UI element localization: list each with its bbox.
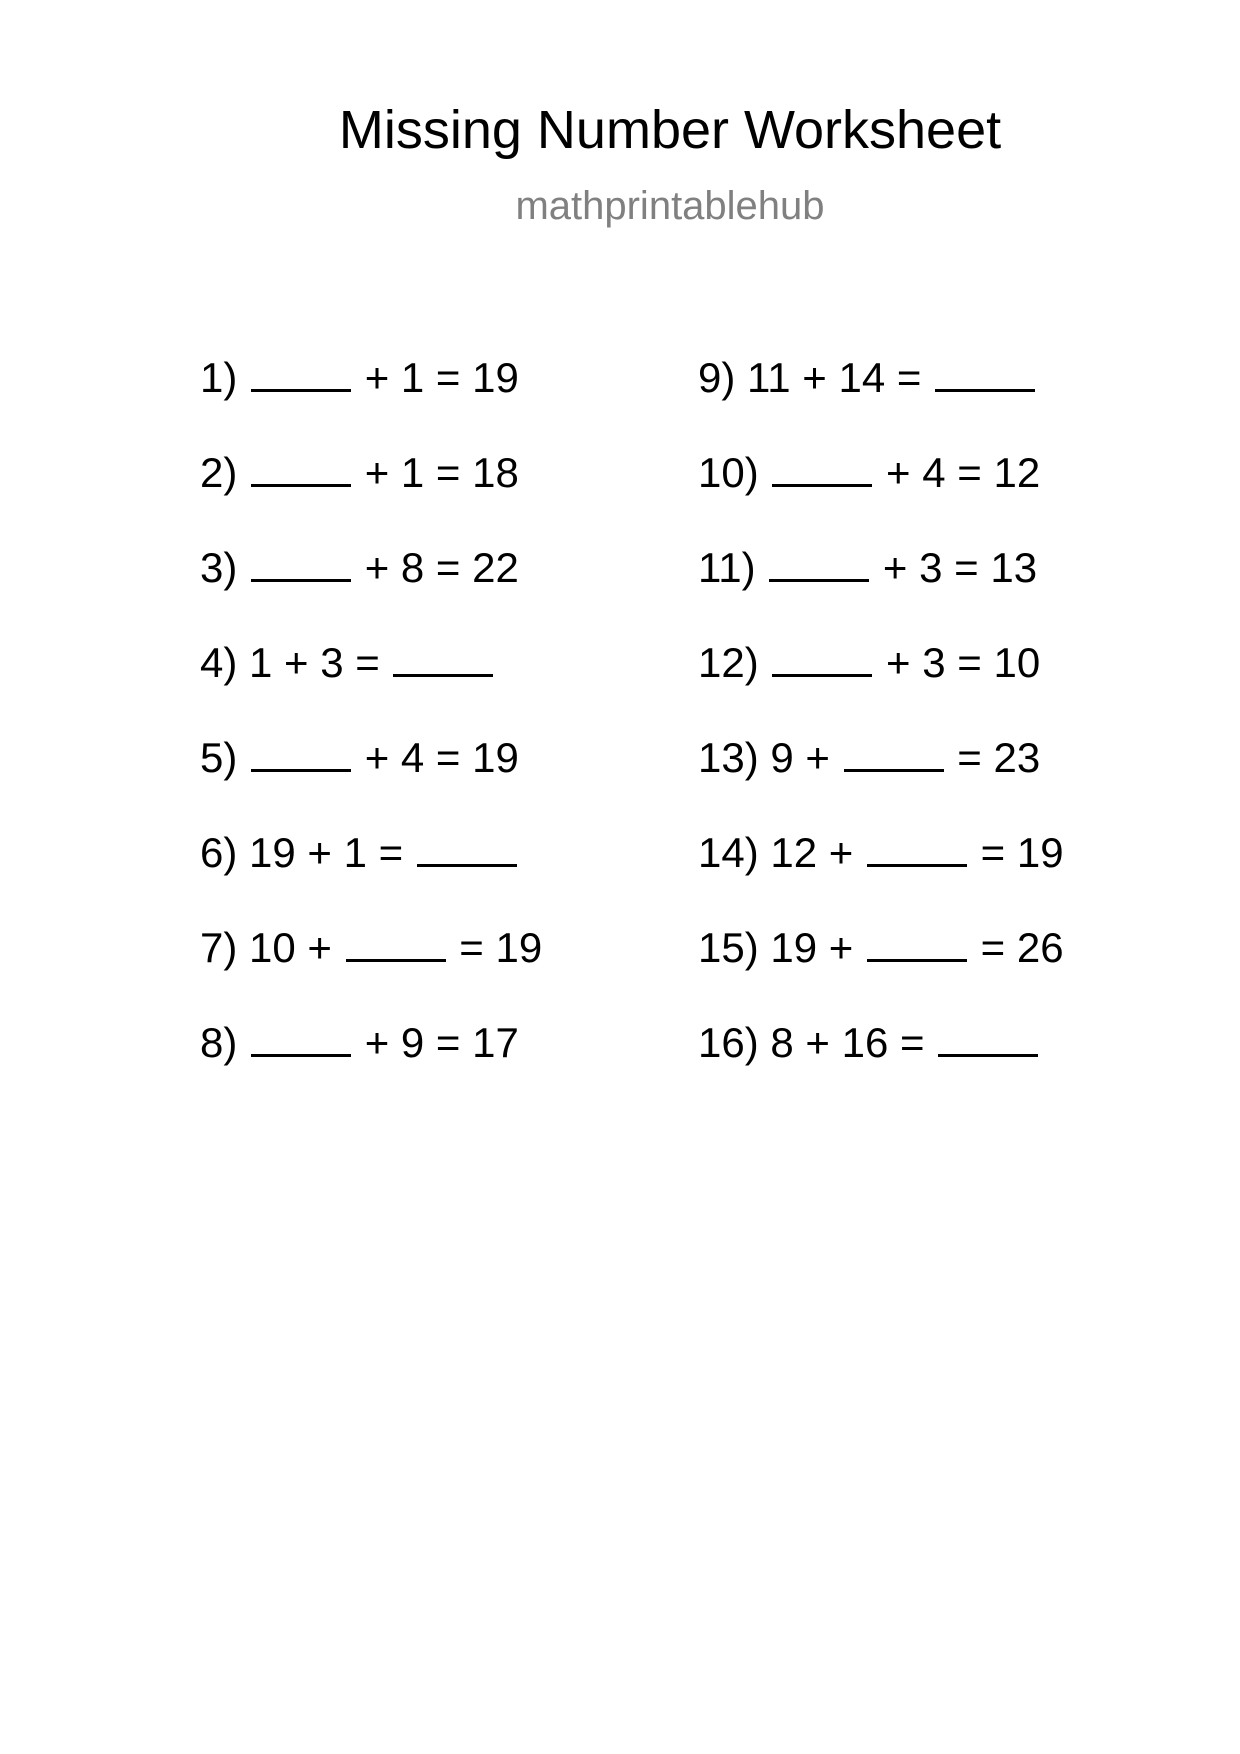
- problem-expression: 10 +: [249, 924, 344, 971]
- problem-item: [698, 446, 1064, 541]
- problem-number: 13): [698, 734, 759, 781]
- problem-expression: + 4 = 19: [353, 734, 519, 781]
- problem-item: [698, 1016, 1064, 1111]
- problem-item: [200, 731, 542, 826]
- problem-expression: + 1 = 18: [353, 449, 519, 496]
- problem-number: 7): [200, 924, 238, 971]
- problem-number: 14): [698, 829, 759, 876]
- answer-blank[interactable]: [251, 1016, 351, 1057]
- problem-result: = 19: [968, 829, 1064, 876]
- problem-expression: + 3 = 10: [874, 639, 1041, 686]
- answer-blank[interactable]: [772, 636, 872, 677]
- problem-expression: 19 + 1 =: [249, 829, 415, 876]
- answer-blank[interactable]: [251, 446, 351, 487]
- problem-expression: + 4 = 12: [874, 449, 1041, 496]
- problem-column-left: [200, 351, 542, 1111]
- problem-item: [698, 636, 1064, 731]
- problem-expression: + 8 = 22: [353, 544, 519, 591]
- answer-blank[interactable]: [393, 636, 493, 677]
- problem-expression: + 9 = 17: [353, 1019, 519, 1066]
- answer-blank[interactable]: [417, 826, 517, 867]
- problem-item: [698, 351, 1064, 446]
- answer-blank[interactable]: [844, 731, 944, 772]
- problem-item: [698, 826, 1064, 921]
- answer-blank[interactable]: [346, 921, 446, 962]
- answer-blank[interactable]: [251, 731, 351, 772]
- problem-item: [698, 541, 1064, 636]
- problem-number: 10): [698, 449, 759, 496]
- problem-item: [200, 541, 542, 636]
- problem-result: = 19: [447, 924, 543, 971]
- problem-number: 2): [200, 449, 238, 496]
- problem-expression: 19 +: [770, 924, 865, 971]
- problem-expression: 8 + 16 =: [770, 1019, 937, 1066]
- problem-expression: 1 + 3 =: [249, 639, 392, 686]
- problem-number: 4): [200, 639, 238, 686]
- problem-number: 3): [200, 544, 238, 591]
- problem-number: 9): [698, 354, 736, 401]
- problem-number: 15): [698, 924, 759, 971]
- problem-number: 8): [200, 1019, 238, 1066]
- problem-expression: 11 + 14 =: [747, 354, 934, 401]
- problem-expression: 9 +: [770, 734, 842, 781]
- problem-item: [200, 826, 542, 921]
- problem-number: 5): [200, 734, 238, 781]
- problem-item: [200, 921, 542, 1016]
- worksheet-subtitle: mathprintablehub: [515, 184, 825, 228]
- problem-item: [200, 636, 542, 731]
- worksheet-title: Missing Number Worksheet: [338, 100, 1002, 160]
- problem-expression: + 3 = 13: [871, 544, 1038, 591]
- answer-blank[interactable]: [938, 1016, 1038, 1057]
- problem-expression: 12 +: [770, 829, 865, 876]
- answer-blank[interactable]: [772, 446, 872, 487]
- problem-number: 11): [698, 544, 756, 591]
- problem-item: [200, 351, 542, 446]
- answer-blank[interactable]: [867, 921, 967, 962]
- problem-item: [200, 446, 542, 541]
- problem-item: [698, 731, 1064, 826]
- problem-column-right: [698, 351, 1064, 1111]
- problem-result: = 26: [968, 924, 1064, 971]
- problem-number: 1): [200, 354, 238, 401]
- answer-blank[interactable]: [935, 351, 1035, 392]
- answer-blank[interactable]: [251, 351, 351, 392]
- problem-number: 12): [698, 639, 759, 686]
- problem-expression: + 1 = 19: [353, 354, 519, 401]
- answer-blank[interactable]: [251, 541, 351, 582]
- answer-blank[interactable]: [867, 826, 967, 867]
- problem-number: 6): [200, 829, 238, 876]
- problem-item: [698, 921, 1064, 1016]
- answer-blank[interactable]: [769, 541, 869, 582]
- problem-result: = 23: [945, 734, 1041, 781]
- problem-item: [200, 1016, 542, 1111]
- problem-number: 16): [698, 1019, 759, 1066]
